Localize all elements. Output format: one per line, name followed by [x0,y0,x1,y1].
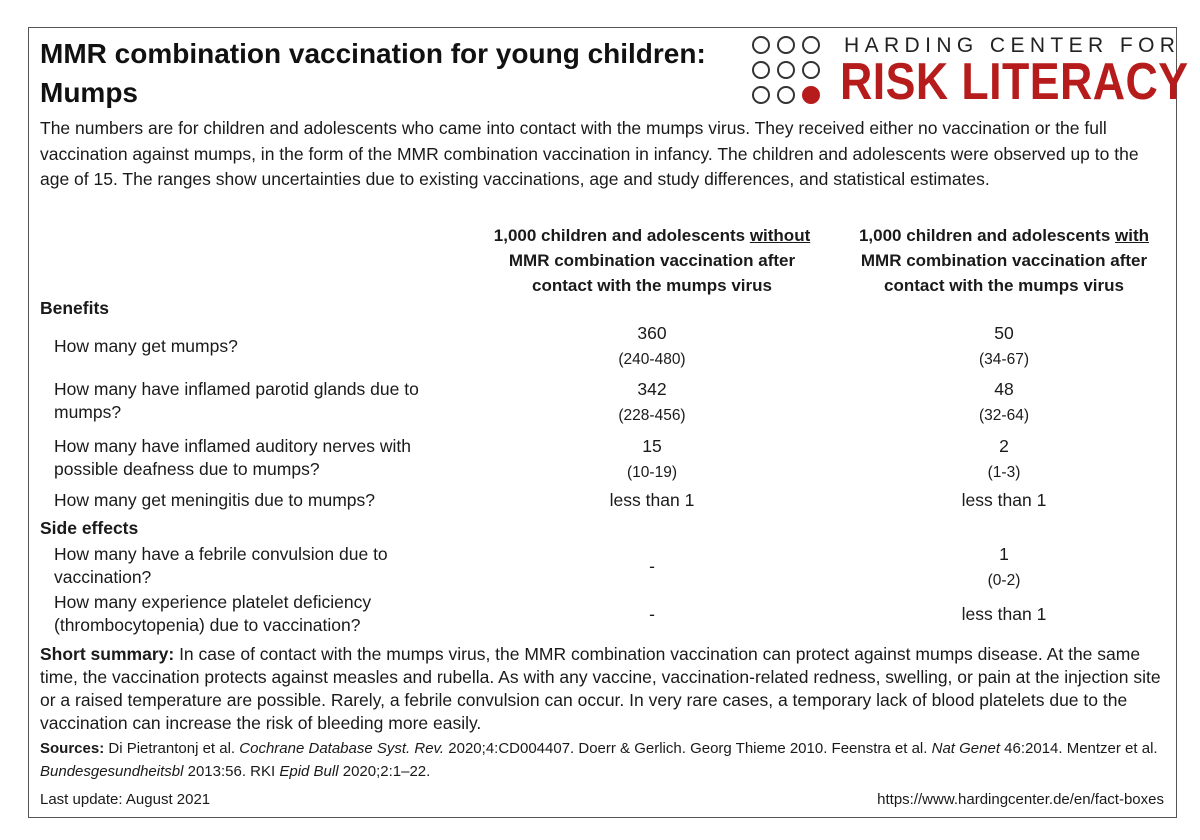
sources-label: Sources: [40,740,105,757]
page-title [40,34,740,112]
last-update: Last update: August 2021 [40,791,211,808]
summary-text: In case of contact with the mumps virus, the MMR combination vaccination can protect against mumps disease. At the same time, the vaccination protects against measles and rubella. As with any vaccine, vaccination-related redness, swelling, or pain at the injection site or a raised temperature are possible. Rarely, a febrile convulsion can occur. In very rare cases, a temporary lack of blood platelets due to the vaccination can increase the risk of bleeding more easily. [40,644,1161,733]
benefit-question: How many get mumps? [54,336,238,356]
side-effect-value-with: 1 (0-2) [987,544,1021,589]
logo-top-text: HARDING CENTER FOR [844,34,1181,57]
harding-center-logo [752,34,1189,111]
logo-big-text: RISK LITERACY [840,53,1189,111]
column-header-with: 1,000 children and adolescents with MMR combination vaccination after contact with the mumps virus [858,226,1150,295]
side-effect-value-with: less than 1 [961,604,1047,624]
intro-paragraph: The numbers are for children and adolescents who came into contact with the mumps virus. They received either no vaccination or the full vaccination against mumps, in the form of the MMR combination vaccination in infancy. The children and adolescents were observed up to the age of 15. The ranges show uncertainties due to existing vaccinations, age and study differences, and statistical estimates. [40,118,1139,189]
benefit-value-with: 48 (32-64) [979,379,1029,424]
side-effect-question: How many have a febrile convulsion due to vaccination? [54,544,388,587]
short-summary [40,643,1168,735]
side-effect-value-without: - [649,556,655,576]
sources: Sources: Di Pietrantonj et al. Cochrane Database Syst. Rev. 2020;4:CD004407. Doerr & Gerlich. Georg Thieme 2010. Feenstra et al. Nat Genet 46:2014. Mentzer et al. Bundesgesundheitsbl 2013:56. RKI Epid Bull 2020;2:1–22. [40,740,1158,780]
side-effect-value-without: - [649,604,655,624]
title-line-1: MMR combination vaccination for young children: [40,38,706,69]
section-heading-benefits: Benefits [40,298,110,318]
benefit-value-with: 50 (34-67) [979,323,1029,368]
column-header-without: 1,000 children and adolescents without MMR combination vaccination after contact with the mumps virus [493,226,811,295]
title-line-2: Mumps [40,77,138,108]
side-effect-question: How many experience platelet deficiency (thrombocytopenia) due to vaccination? [54,592,372,635]
benefit-value-with: 2 (1-3) [987,436,1021,481]
benefit-value-without: less than 1 [609,490,695,510]
fact-box-url: https://www.hardingcenter.de/en/fact-boxes [877,791,1164,808]
benefit-question: How many have inflamed parotid glands due to mumps? [54,379,419,422]
benefit-value-without: 342 (228-456) [618,379,686,424]
section-heading-side-effects: Side effects [40,518,139,538]
benefit-value-without: 15 (10-19) [627,436,677,481]
summary-label: Short summary: [40,644,175,664]
benefit-question: How many have inflamed auditory nerves with possible deafness due to mumps? [54,436,411,479]
benefit-question: How many get meningitis due to mumps? [54,490,375,510]
benefit-value-with: less than 1 [961,490,1047,510]
benefit-value-without: 360 (240-480) [618,323,686,368]
